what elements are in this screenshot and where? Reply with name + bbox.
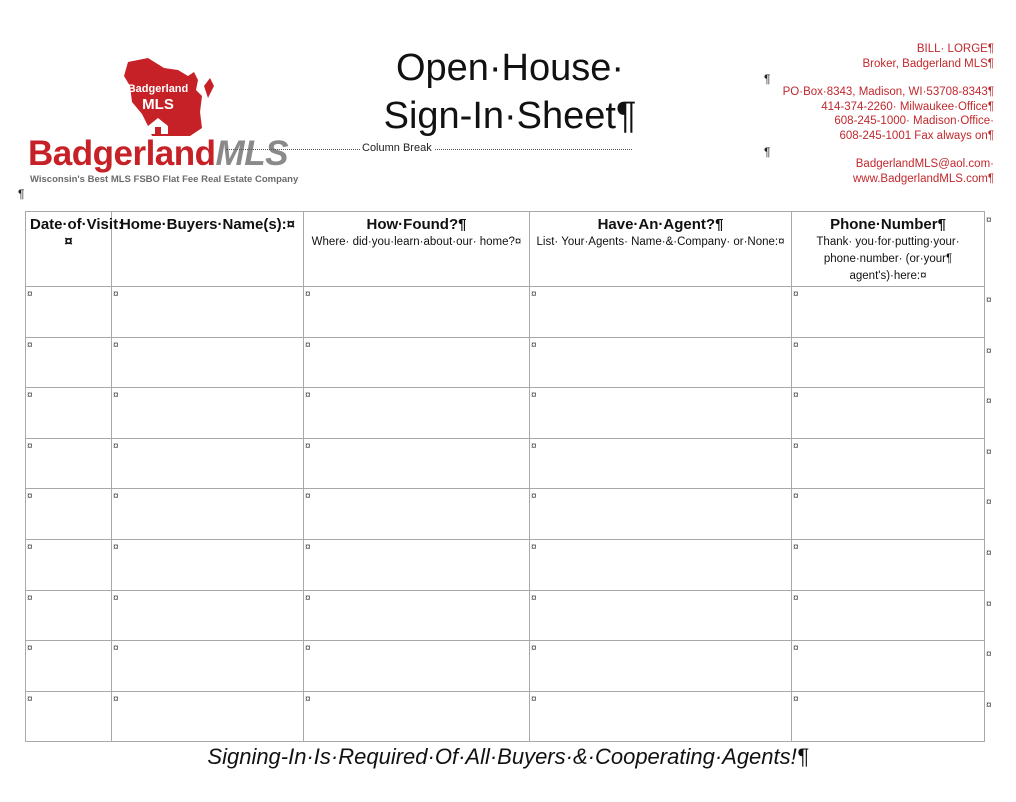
row-end-mark: ¤	[986, 699, 992, 711]
how-found-cell[interactable]: ¤	[304, 388, 530, 439]
table-row	[26, 489, 985, 540]
agent-cell[interactable]: ¤	[530, 539, 792, 590]
date-cell[interactable]: ¤	[26, 489, 112, 540]
date-cell[interactable]: ¤	[26, 438, 112, 489]
row-end-mark: ¤	[986, 598, 992, 610]
header-home-buyers-name: Home·Buyers·Name(s):¤	[112, 212, 304, 287]
table-row	[26, 539, 985, 590]
phone-cell[interactable]: ¤	[792, 590, 985, 641]
name-cell[interactable]: ¤	[112, 691, 304, 742]
row-end-mark: ¤	[986, 446, 992, 458]
name-cell[interactable]: ¤	[112, 590, 304, 641]
row-end-mark: ¤	[986, 345, 992, 357]
sign-in-table	[25, 211, 985, 742]
header-phone-number: Phone·Number¶ Thank· you·for·putting·your· phone·number· (or·your¶ agent's)·here:¤	[792, 212, 985, 287]
how-found-cell[interactable]: ¤	[304, 539, 530, 590]
date-cell[interactable]: ¤	[26, 337, 112, 388]
how-found-cell[interactable]: ¤	[304, 438, 530, 489]
how-found-cell[interactable]: ¤	[304, 337, 530, 388]
date-cell[interactable]: ¤	[26, 287, 112, 338]
phone-cell[interactable]: ¤	[792, 388, 985, 439]
contact-fax: 608-245-1001 Fax always on¶	[839, 129, 994, 142]
how-found-cell[interactable]: ¤	[304, 287, 530, 338]
date-cell[interactable]: ¤	[26, 388, 112, 439]
contact-name: BILL· LORGE¶	[916, 43, 994, 55]
row-end-mark: ¤	[986, 548, 992, 559]
row-end-mark: ¤	[986, 215, 992, 226]
date-cell[interactable]: ¤	[26, 539, 112, 590]
phone-cell[interactable]: ¤	[792, 539, 985, 590]
table-row	[26, 438, 985, 489]
footer-notice: Signing-In·Is·Required·Of·All·Buyers·&·Cooperating·Agents!¶	[207, 744, 809, 769]
row-end-mark: ¤	[986, 497, 992, 509]
phone-cell[interactable]: ¤	[792, 489, 985, 540]
name-cell[interactable]: ¤	[112, 388, 304, 439]
badge-text-line1: Badgerland	[127, 83, 189, 95]
phone-cell[interactable]: ¤	[792, 287, 985, 338]
title-line-1: Open·House·	[395, 47, 625, 89]
contact-email: BadgerlandMLS@aol.com·	[855, 158, 994, 170]
table-row	[26, 337, 985, 388]
agent-cell[interactable]: ¤	[530, 489, 792, 540]
table-header-row	[26, 212, 985, 287]
name-cell[interactable]: ¤	[112, 489, 304, 540]
agent-cell[interactable]: ¤	[530, 590, 792, 641]
table-row	[26, 590, 985, 641]
page-title	[360, 44, 660, 140]
header-have-an-agent: Have·An·Agent?¶ List· Your·Agents· Name·&·Company· or·None:¤	[530, 212, 792, 287]
name-cell[interactable]: ¤	[112, 641, 304, 692]
table-row	[26, 641, 985, 692]
column-break-label: Column Break	[362, 142, 432, 154]
wisconsin-map-icon	[118, 56, 238, 140]
agent-cell[interactable]: ¤	[530, 388, 792, 439]
agent-cell[interactable]: ¤	[530, 691, 792, 742]
phone-cell[interactable]: ¤	[792, 691, 985, 742]
name-cell[interactable]: ¤	[112, 337, 304, 388]
paragraph-mark: ¶	[764, 145, 771, 159]
agent-cell[interactable]: ¤	[530, 287, 792, 338]
name-cell[interactable]: ¤	[112, 438, 304, 489]
title-line-2: Sign-In·Sheet¶	[383, 95, 637, 137]
how-found-cell[interactable]: ¤	[304, 590, 530, 641]
contact-phone-madison: 608-245-1000· Madison·Office·	[834, 115, 994, 127]
logo-tagline: Wisconsin's Best MLS FSBO Flat Fee Real Estate Company	[30, 174, 299, 185]
column-break	[226, 142, 632, 156]
paragraph-mark: ¶	[764, 72, 771, 86]
agent-cell[interactable]: ¤	[530, 641, 792, 692]
contact-phone-milwaukee: 414-374-2260· Milwaukee·Office¶	[821, 100, 994, 113]
company-logo	[26, 56, 316, 186]
name-cell[interactable]: ¤	[112, 539, 304, 590]
logo-word-brand: Badgerland	[28, 134, 216, 173]
contact-website: www.BadgerlandMLS.com¶	[852, 172, 994, 185]
header-date-of-visit: Date·of·Visit:¤	[26, 212, 112, 287]
phone-cell[interactable]: ¤	[792, 438, 985, 489]
date-cell[interactable]: ¤	[26, 590, 112, 641]
table-row	[26, 388, 985, 439]
row-end-mark: ¤	[986, 649, 992, 661]
phone-cell[interactable]: ¤	[792, 337, 985, 388]
row-end-mark: ¤	[986, 396, 992, 408]
table-row	[26, 287, 985, 338]
table-row	[26, 691, 985, 742]
name-cell[interactable]: ¤	[112, 287, 304, 338]
how-found-cell[interactable]: ¤	[304, 691, 530, 742]
contact-role: Broker, Badgerland MLS¶	[862, 57, 994, 70]
paragraph-mark: ¶	[18, 187, 25, 201]
contact-block	[734, 42, 994, 186]
date-cell[interactable]: ¤	[26, 641, 112, 692]
row-end-mark: ¤	[986, 295, 992, 306]
agent-cell[interactable]: ¤	[530, 438, 792, 489]
header-how-found: How·Found?¶ Where· did·you·learn·about·our· home?¤	[304, 212, 530, 287]
how-found-cell[interactable]: ¤	[304, 489, 530, 540]
badge-text-line2: MLS	[142, 96, 174, 113]
date-cell[interactable]: ¤	[26, 691, 112, 742]
contact-address: PO·Box·8343, Madison, WI·53708-8343¶	[782, 86, 994, 98]
logo-word-mls: MLS	[215, 134, 288, 173]
phone-cell[interactable]: ¤	[792, 641, 985, 692]
how-found-cell[interactable]: ¤	[304, 641, 530, 692]
agent-cell[interactable]: ¤	[530, 337, 792, 388]
